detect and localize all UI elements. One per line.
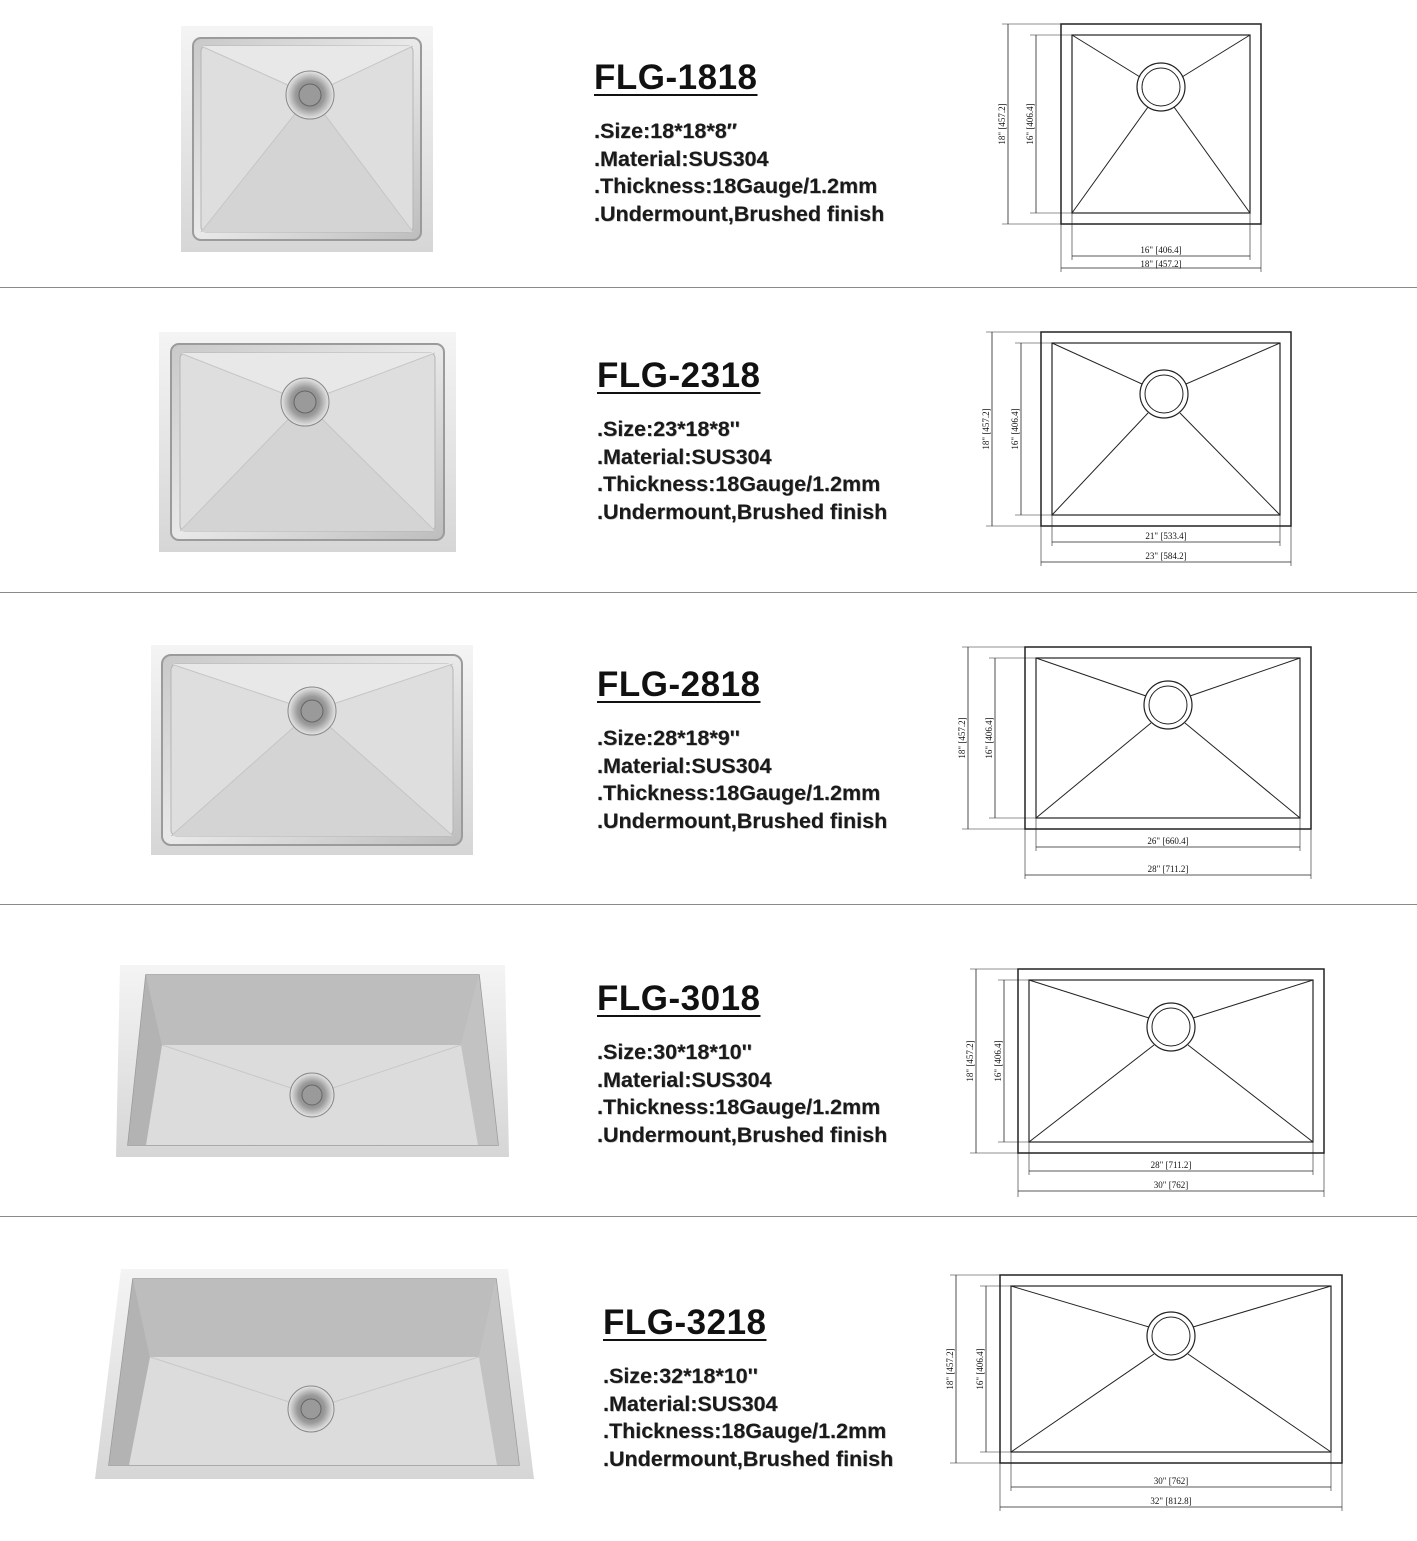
- model-number: FLG-2318: [597, 356, 761, 395]
- outer-height-label: 18" [457.2]: [945, 1348, 955, 1390]
- outer-width-label: 18" [457.2]: [1140, 259, 1182, 269]
- model-number: FLG-1818: [594, 58, 758, 97]
- spec-mount-finish: .Undermount,Brushed finish: [597, 1122, 888, 1147]
- spec-size: .Size:23*18*8'': [597, 417, 740, 441]
- product-info: [597, 356, 887, 526]
- outer-height-label: 18" [457.2]: [957, 717, 967, 759]
- spec-size: .Size:28*18*9'': [597, 726, 740, 750]
- spec-thickness: .Thickness:18Gauge/1.2mm: [597, 781, 881, 805]
- spec-material: .Material:SUS304: [597, 753, 772, 778]
- spec-material: .Material:SUS304: [594, 146, 769, 171]
- model-number: FLG-3218: [603, 1303, 767, 1342]
- product-row-2: [0, 288, 1417, 592]
- technical-drawing: [990, 18, 1280, 280]
- spec-material: .Material:SUS304: [603, 1391, 778, 1416]
- inner-height-label: 16" [406.4]: [1025, 103, 1035, 145]
- outer-width-label: 30" [762]: [1153, 1180, 1189, 1190]
- product-row-4: [0, 905, 1417, 1216]
- outer-height-label: 18" [457.2]: [981, 408, 991, 450]
- sink-photo: [95, 1269, 534, 1479]
- inner-height-label: 16" [406.4]: [993, 1040, 1003, 1082]
- spec-mount-finish: .Undermount,Brushed finish: [597, 499, 888, 524]
- sink-photo: [181, 26, 433, 252]
- spec-thickness: .Thickness:18Gauge/1.2mm: [603, 1419, 887, 1443]
- model-number: FLG-3018: [597, 979, 761, 1018]
- spec-size: .Size:32*18*10'': [603, 1364, 758, 1388]
- inner-height-label: 16" [406.4]: [984, 717, 994, 759]
- technical-drawing: [938, 1269, 1348, 1519]
- spec-mount-finish: .Undermount,Brushed finish: [603, 1446, 894, 1471]
- spec-material: .Material:SUS304: [597, 444, 772, 469]
- inner-height-label: 16" [406.4]: [1010, 408, 1020, 450]
- inner-width-label: 28" [711.2]: [1150, 1160, 1192, 1170]
- spec-thickness: .Thickness:18Gauge/1.2mm: [594, 174, 878, 198]
- technical-drawing: [958, 963, 1330, 1203]
- outer-height-label: 18" [457.2]: [997, 103, 1007, 145]
- outer-height-label: 18" [457.2]: [965, 1040, 975, 1082]
- product-info: [597, 665, 887, 835]
- product-row-5: [0, 1217, 1417, 1541]
- spec-size: .Size:18*18*8″: [594, 119, 737, 143]
- product-row-1: [0, 0, 1417, 287]
- product-info: [597, 979, 887, 1149]
- model-number: FLG-2818: [597, 665, 761, 704]
- outer-width-label: 32" [812.8]: [1150, 1496, 1192, 1506]
- inner-height-label: 16" [406.4]: [975, 1348, 985, 1390]
- spec-material: .Material:SUS304: [597, 1067, 772, 1092]
- spec-mount-finish: .Undermount,Brushed finish: [594, 201, 885, 226]
- product-info: [603, 1303, 893, 1473]
- inner-width-label: 21" [533.4]: [1145, 531, 1187, 541]
- inner-width-label: 26" [660.4]: [1147, 836, 1189, 846]
- product-info: [594, 58, 884, 228]
- spec-thickness: .Thickness:18Gauge/1.2mm: [597, 1095, 881, 1119]
- inner-width-label: 30" [762]: [1153, 1476, 1189, 1486]
- spec-size: .Size:30*18*10'': [597, 1040, 752, 1064]
- technical-drawing: [978, 326, 1298, 578]
- spec-mount-finish: .Undermount,Brushed finish: [597, 808, 888, 833]
- technical-drawing: [955, 641, 1320, 885]
- outer-width-label: 28" [711.2]: [1147, 864, 1189, 874]
- product-row-3: [0, 593, 1417, 903]
- spec-thickness: .Thickness:18Gauge/1.2mm: [597, 472, 881, 496]
- sink-photo: [151, 645, 473, 855]
- outer-width-label: 23" [584.2]: [1145, 551, 1187, 561]
- inner-width-label: 16" [406.4]: [1140, 245, 1182, 255]
- sink-photo: [116, 965, 509, 1157]
- sink-photo: [159, 332, 456, 552]
